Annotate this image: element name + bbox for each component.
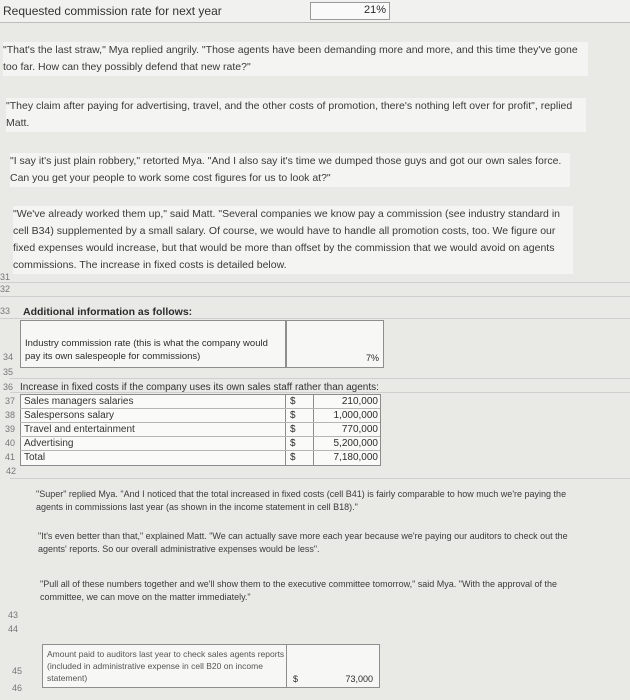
fixed-costs-intro: Increase in fixed costs if the company uses its own sales staff rather than agents: xyxy=(20,382,379,393)
additional-info-title: Additional information as follows: xyxy=(23,306,193,318)
grid-line xyxy=(10,378,630,379)
row-number: 38 xyxy=(5,410,16,420)
commission-rate-cell[interactable] xyxy=(310,2,390,20)
cost-label: Travel and entertainment xyxy=(24,424,135,435)
cost-value[interactable]: 210,000 xyxy=(341,396,378,407)
row-divider xyxy=(20,436,380,437)
auditors-value-cell[interactable] xyxy=(286,644,380,688)
cost-value[interactable]: 7,180,000 xyxy=(333,452,378,463)
paragraph-4: "We've already worked them up," said Matt. "Several companies we know pay a commission (see industry standard in cell B34) supplemented by a small salary. Of course, we would have to handle all promotion costs, too. We figure our fixed expenses would increase, but that would be more than offset by the commission that we would avoid on agents commissions. The increase in fixed costs is detailed below. xyxy=(13,206,573,274)
industry-rate-label: Industry commission rate (this is what the company would pay its own salespeople for commissions) xyxy=(25,338,268,362)
cost-dollar: $ xyxy=(290,438,296,449)
row-number: 39 xyxy=(5,424,16,434)
row-divider xyxy=(20,408,380,409)
paragraph-1: "That's the last straw," Mya replied angrily. "Those agents have been demanding more and more, and this time they've gone too far. How can they possibly defend that new rate?" xyxy=(3,42,588,76)
row-divider xyxy=(20,422,380,423)
cost-dollar: $ xyxy=(290,424,296,435)
industry-rate-value: 7% xyxy=(365,353,379,363)
grid-line xyxy=(0,282,630,283)
row-number: 36 xyxy=(3,382,14,392)
cost-label: Sales managers salaries xyxy=(24,396,134,407)
row-divider xyxy=(20,450,380,451)
row-number: 43 xyxy=(8,610,19,620)
industry-rate-cell[interactable] xyxy=(286,320,384,368)
cost-dollar: $ xyxy=(290,410,296,421)
grid-line xyxy=(10,478,630,479)
auditors-label-cell xyxy=(42,644,288,688)
top-row xyxy=(0,0,630,23)
row-number: 32 xyxy=(0,284,11,294)
grid-line xyxy=(0,296,630,297)
row-number: 41 xyxy=(5,452,16,462)
row-number: 42 xyxy=(6,466,17,476)
cost-label: Advertising xyxy=(24,438,74,449)
cost-dollar: $ xyxy=(290,396,296,407)
row-number: 31 xyxy=(0,272,11,282)
row-number: 44 xyxy=(8,624,19,634)
cost-value[interactable]: 5,200,000 xyxy=(333,438,378,449)
cost-label: Total xyxy=(24,452,46,463)
paragraph-2: "They claim after paying for advertising, travel, and the other costs of promotion, there's nothing left over for profit", replied Matt. xyxy=(6,98,586,132)
row-number: 34 xyxy=(3,352,14,362)
row-number: 33 xyxy=(0,306,11,316)
cost-value[interactable]: 1,000,000 xyxy=(333,410,378,421)
industry-rate-label-cell xyxy=(20,320,286,368)
paragraph-3: "I say it's just plain robbery," retorted Mya. "And I also say it's time we dumped those guys and got our own sales force. Can you get your people to work some cost figures for us to look at?" xyxy=(10,153,570,187)
row-number: 46 xyxy=(12,683,23,693)
cost-label: Salespersons salary xyxy=(24,410,115,421)
commission-rate-value: 21% xyxy=(363,4,386,16)
cost-dollar: $ xyxy=(290,452,296,463)
auditors-label: Amount paid to auditors last year to check sales agents reports (included in administrative expense in cell B20 on income statement) xyxy=(47,649,285,683)
row-number: 37 xyxy=(5,396,16,406)
paragraph-6: "It's even better than that," explained Matt. "We can actually save more each year because we're paying our auditors to check out the agents' reports. So our overall administrative expenses would be less". xyxy=(38,531,568,554)
auditors-dollar: $ xyxy=(293,674,299,684)
row-number: 35 xyxy=(3,367,14,377)
fixed-costs-table xyxy=(20,394,384,470)
paragraph-7: "Pull all of these numbers together and we'll show them to the executive committee tomorrow," said Mya. "With the approval of the committee, we can move on the matter immediately." xyxy=(40,579,558,602)
commission-rate-label: Requested commission rate for next year xyxy=(3,4,222,18)
auditors-value: 73,000 xyxy=(345,674,373,684)
row-number: 40 xyxy=(5,438,16,448)
cost-value[interactable]: 770,000 xyxy=(341,424,378,435)
row-number: 45 xyxy=(12,666,23,676)
grid-line xyxy=(0,318,630,319)
paragraph-5: "Super" replied Mya. "And I noticed that the total increased in fixed costs (cell B41) is fairly comparable to how much we're paying the agents in commissions last year (as shown in the income statement in cell B18)." xyxy=(36,489,567,512)
